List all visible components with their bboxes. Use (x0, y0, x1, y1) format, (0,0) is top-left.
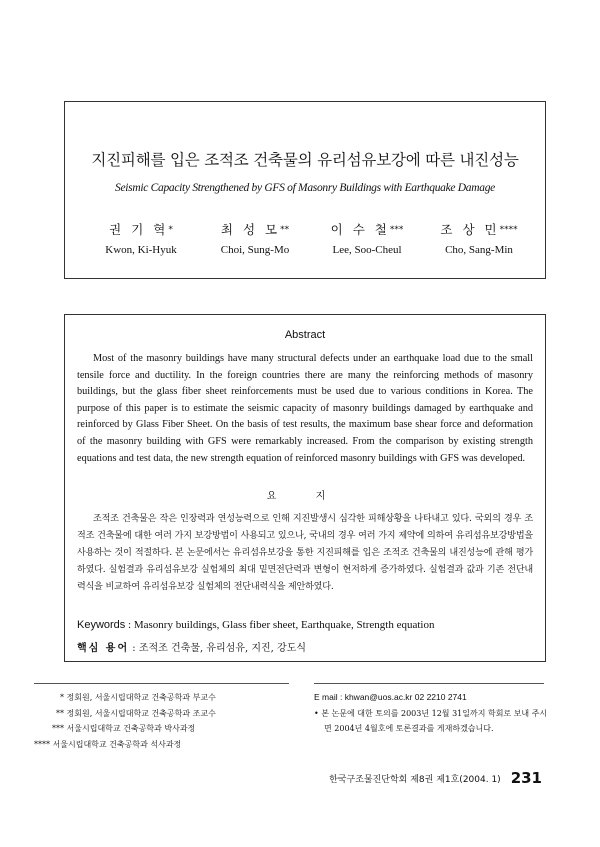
abstract-heading: Abstract (284, 329, 326, 341)
footnote-rule-right (314, 683, 544, 684)
affiliation-1: * 정회원, 서울시립대학교 건축공학과 부교수 (60, 693, 216, 702)
keywords-ko-values: 조적조 건축물, 유리섬유, 지진, 강도식 (138, 643, 307, 654)
author-name-en: Lee, Soo-Cheul (332, 244, 402, 256)
author-name-ko: 최 성 모 (220, 222, 281, 237)
email-line: E mail : khwan@uos.ac.kr 02 2210 2741 (314, 692, 467, 702)
author-mark: **** (499, 225, 518, 235)
author-name-en: Choi, Sung-Mo (220, 244, 290, 256)
author-3 (307, 220, 427, 256)
footnote-rule-left (34, 683, 289, 684)
page-number: 231 (510, 769, 542, 787)
affiliation-footnotes (34, 690, 294, 752)
affiliation-4: **** 서울시립대학교 건축공학과 석사과정 (34, 739, 182, 749)
keywords-label: Keywords (77, 619, 126, 631)
affiliation-3: *** 서울시립대학교 건축공학과 박사과정 (52, 724, 196, 733)
journal-citation: 한국구조물진단학회 제8권 제1호(2004. 1) (329, 775, 501, 785)
keywords-korean: 핵심 용어 : 조적조 건축물, 유리섬유, 지진, 강도식 (77, 643, 307, 654)
author-mark: *** (389, 225, 404, 235)
author-mark: * (168, 225, 173, 235)
discussion-note: • 본 논문에 대한 토의를 2003년 12월 31일까지 학회로 보내 주시면 2004년 4월호에 토론결과를 게재하겠습니다. (314, 708, 548, 733)
affiliation-2: ** 정회원, 서울시립대학교 건축공학과 조교수 (56, 708, 216, 718)
abstract-body: Most of the masonry buildings have many structural defects under an earthquake load due to the small tensile force and ductility. In the foreign countries there are many the reinforcing methods of masonry buildings, but the glass fiber sheet reinforcements must be used due to various conditions in Korea. The purpose of this paper is to estimate the seismic capacity of masonry buildings damaged by earthquake and reinforced by Glass Fiber Sheet. On the basis of test results, the maximum base shear force and deformation of the masonry building with GFS were remarkably increased. From the comparison by existing strength equations and test data, the new strength equation of reinforced masonry buildings with GFS was developed. (77, 353, 533, 464)
keywords-ko-label: 핵심 용어 (77, 643, 130, 654)
title-box (64, 101, 546, 279)
abstract-box (64, 314, 546, 662)
author-name-en: Cho, Sang-Min (445, 244, 513, 256)
keywords-english: Keywords : Masonry buildings, Glass fiber sheet, Earthquake, Strength equation (77, 619, 435, 631)
author-2 (195, 220, 315, 256)
paper-title-english: Seismic Capacity Strengthened by GFS of Masonry Buildings with Earthquake Damage (115, 182, 495, 194)
author-1 (81, 220, 201, 256)
contact-footnotes (314, 690, 554, 737)
author-4 (419, 220, 539, 256)
author-name-ko: 조 상 민 (440, 222, 500, 237)
paper-title-korean: 지진피해를 입은 조적조 건축물의 유리섬유보강에 따른 내진성능 (91, 151, 519, 169)
author-name-en: Kwon, Ki-Hyuk (105, 244, 177, 256)
keywords-values: Masonry buildings, Glass fiber sheet, Earthquake, Strength equation (133, 619, 435, 631)
summary-heading: 요 지 (266, 491, 344, 502)
author-name-ko: 권 기 혁 (109, 222, 169, 237)
page-footer (329, 769, 542, 787)
author-name-ko: 이 수 철 (330, 222, 390, 237)
author-mark: ** (280, 225, 290, 235)
summary-body: 조적조 건축물은 작은 인장력과 연성능력으로 인해 지진발생시 심각한 피해상황을 나타내고 있다. 국외의 경우 조적조 건축물에 대한 여러 가지 보강방법이 사용되고 있으나, 국내의 경우 여러 가지 제약에 의하여 유리섬유보강방법을 사용하는 것이 적절하다. 본 논문에서는 유리섬유보강을 통한 지진피해를 입은 조적조 건축물의 내진성능에 관해 평가하였다. 실험결과 유리섬유보강 실험체의 최대 밑면전단력과 변형이 현저하게 증가하였다. 실험결과 값과 기존 전단내력식을 비교하여 유리섬유보강 실험체의 전단내력식을 제안하였다. (77, 514, 533, 592)
